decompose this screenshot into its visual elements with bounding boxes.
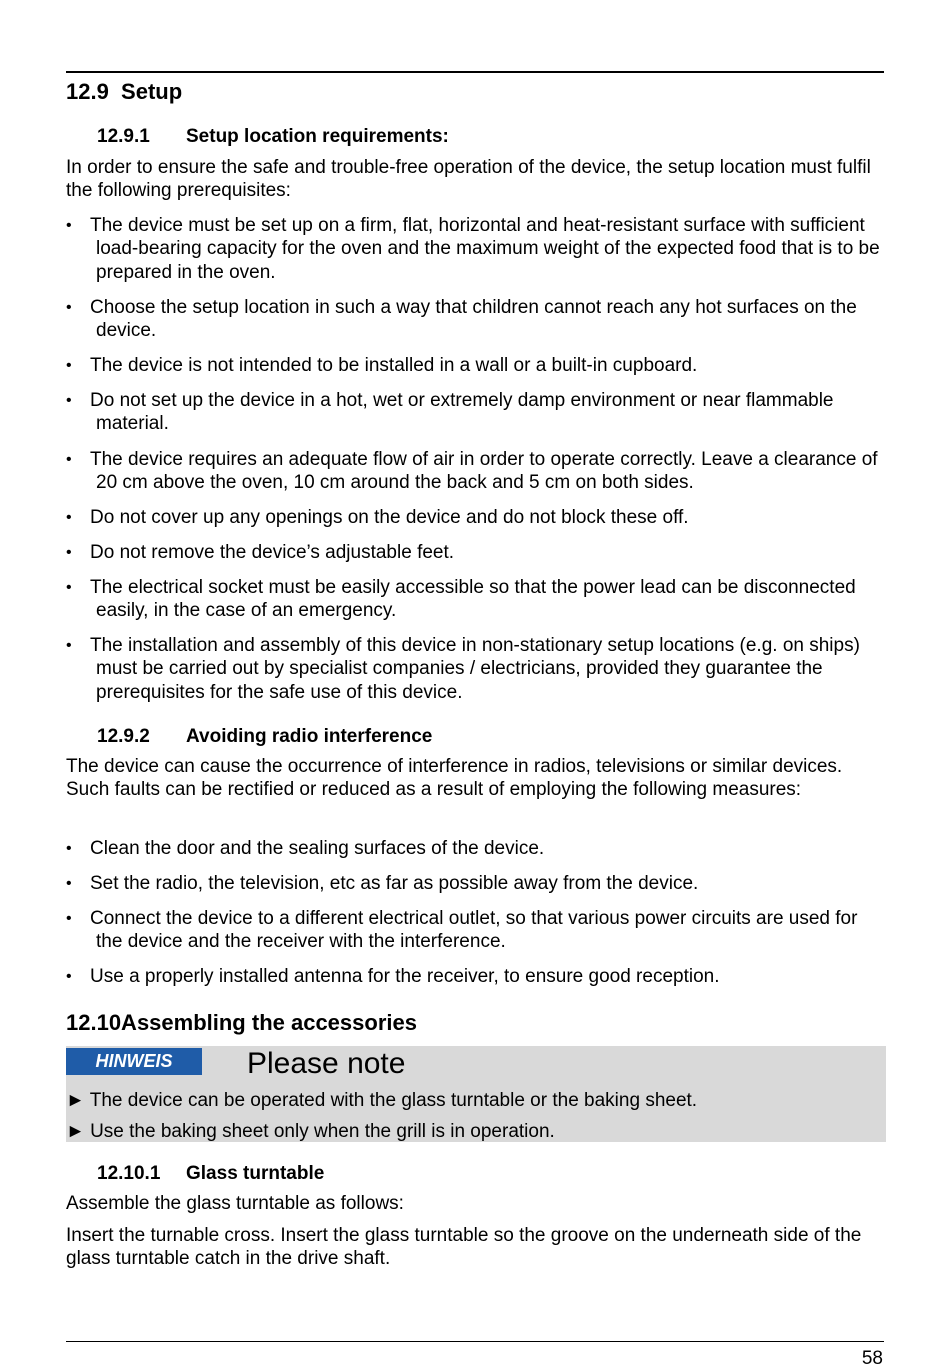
bullet-icon: • [66, 451, 72, 468]
list-item: • Clean the door and the sealing surfaces of the device. [66, 838, 545, 859]
list-item: • Do not remove the device’s adjustable feet. [66, 542, 455, 563]
list-item: • Do not set up the device in a hot, wet or extremely damp environment or near flammable material. [66, 390, 834, 435]
note-title: Please note [247, 1047, 406, 1080]
list-item: • The installation and assembly of this device in non-stationary setup locations (e.g. on ships) must be carried out by specialist companies / electricians, provided they guarantee the prerequisites for the safe use of this device. [66, 635, 860, 703]
bullet-icon: • [66, 357, 72, 374]
list-item: • Do not cover up any openings on the device and do not block these off. [66, 507, 689, 528]
subsection-heading-radio-interference [97, 726, 432, 748]
paragraph-insert: Insert the turnable cross. Insert the glass turntable so the groove on the underneath side of the glass turntable catch in the drive shaft. [66, 1225, 862, 1270]
list-item: • Choose the setup location in such a way that children cannot reach any hot surfaces on the device. [66, 297, 857, 342]
list-item: • The device requires an adequate flow of air in order to operate correctly. Leave a clearance of 20 cm above the oven, 10 cm around the back and 5 cm on both sides. [66, 449, 878, 494]
subsection-title: Setup location requirements: [186, 126, 449, 147]
bullet-icon: • [66, 840, 72, 857]
list-item: • The device must be set up on a firm, flat, horizontal and heat-resistant surface with sufficient load-bearing capacity for the oven and the maximum weight of the expected food that is to be prepared in the oven. [66, 215, 880, 283]
paragraph-assemble: Assemble the glass turntable as follows: [66, 1193, 404, 1214]
bullet-icon: • [66, 637, 72, 654]
paragraph-intro: In order to ensure the safe and trouble-free operation of the device, the setup location must fulfil the following prerequisites: [66, 157, 871, 202]
bullet-icon: • [66, 968, 72, 985]
note-line: ► The device can be operated with the glass turntable or the baking sheet. [66, 1090, 698, 1111]
bullet-icon: • [66, 579, 72, 596]
list-item: • Connect the device to a different electrical outlet, so that various power circuits are used for the device and the receiver with the interference. [66, 908, 858, 953]
subsection-title: Avoiding radio interference [186, 726, 433, 747]
hinweis-badge: HINWEIS [66, 1048, 202, 1075]
list-item: • Set the radio, the television, etc as far as possible away from the device. [66, 873, 699, 894]
bullet-icon: • [66, 509, 72, 526]
bullet-icon: • [66, 875, 72, 892]
subsection-title: Glass turntable [186, 1163, 325, 1184]
note-line: ► Use the baking sheet only when the grill is in operation. [66, 1121, 555, 1142]
top-rule [66, 71, 884, 73]
subsection-number: 12.9.1 [97, 126, 150, 147]
bottom-rule [66, 1341, 884, 1342]
bullet-icon: • [66, 299, 72, 316]
subsection-heading-setup-location [97, 126, 449, 148]
bullet-icon: • [66, 392, 72, 409]
subsection-number: 12.9.2 [97, 726, 150, 747]
subsection-heading-glass-turntable [97, 1163, 324, 1185]
section-heading-accessories: 12.10Assembling the accessories [66, 1010, 417, 1035]
list-item: • Use a properly installed antenna for the receiver, to ensure good reception. [66, 966, 720, 987]
bullet-icon: • [66, 544, 72, 561]
page-number: 58 [861, 1348, 883, 1369]
bullet-icon: • [66, 217, 72, 234]
bullet-icon: • [66, 910, 72, 927]
list-item: • The device is not intended to be installed in a wall or a built-in cupboard. [66, 355, 698, 376]
list-item: • The electrical socket must be easily accessible so that the power lead can be disconnected easily, in the case of an emergency. [66, 577, 856, 622]
paragraph-interference: The device can cause the occurrence of interference in radios, televisions or similar devices. Such faults can be rectified or reduced as a result of employing the following measures: [66, 756, 843, 801]
section-heading: 12.9 Setup [66, 79, 183, 104]
subsection-number: 12.10.1 [97, 1163, 161, 1184]
